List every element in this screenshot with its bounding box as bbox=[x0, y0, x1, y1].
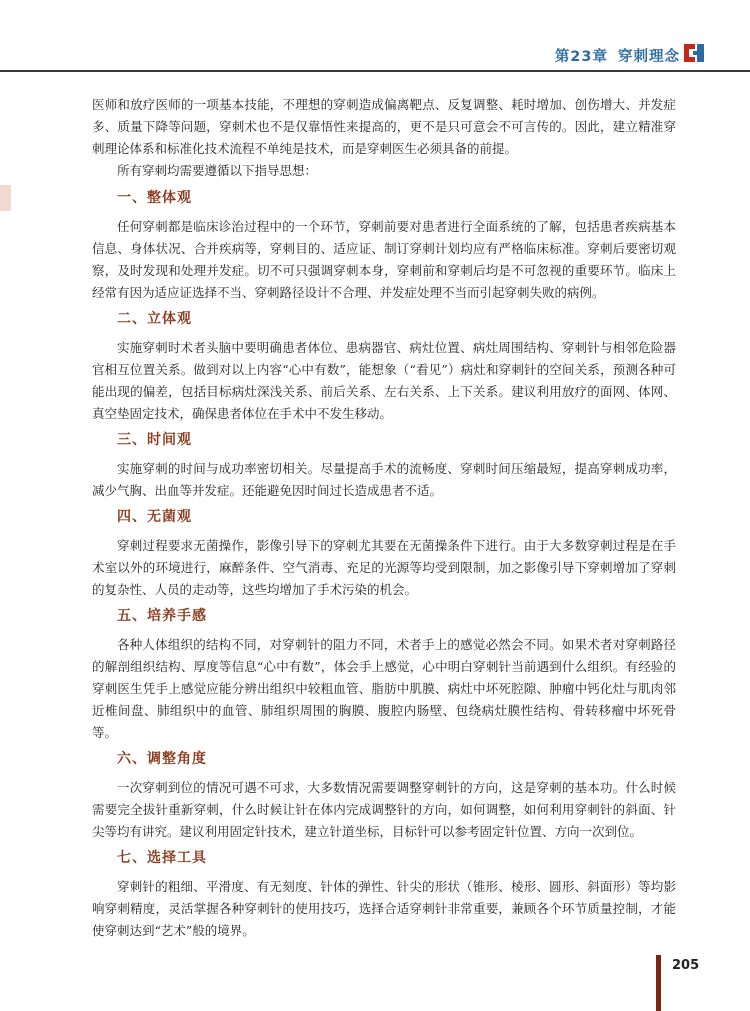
page-number-bar bbox=[656, 955, 661, 1011]
section-heading: 三、时间观 bbox=[117, 432, 192, 448]
page-number: 205 bbox=[672, 958, 700, 973]
section-body: 一次穿刺到位的情况可遇不可求，大多数情况需要调整穿刺针的方向，这是穿刺的基本功。什么时候需要完全拔针重新穿刺，什么时候让针在体内完成调整针的方向，如何调整，如何利用穿刺针的斜面、针尖等均有讲究。建议利用固定针技术，建立针道坐标，目标针可以参考固定针位置、方向一次到位。 bbox=[92, 780, 676, 839]
section-hand-feel bbox=[92, 606, 676, 744]
intro-paragraph: 医师和放疗医师的一项基本技能，不理想的穿刺造成偏离靶点、反复调整、耗时增加、创伤增大、并发症多、质量下降等问题，穿刺术也不是仅靠悟性来提高的，更不是只可意会不可言传的。因此，建立精准穿刺理论体系和标准化技术流程不单纯是技术，而是穿刺医生必须具备的前提。 bbox=[92, 97, 676, 156]
section-heading: 六、调整角度 bbox=[117, 751, 207, 767]
section-body: 任何穿刺都是临床诊治过程中的一个环节，穿刺前要对患者进行全面系统的了解，包括患者疾病基本信息、身体状况、合并疾病等，穿刺目的、适应证、制订穿刺计划均应有严格临床标准。穿刺后要密切观察，及时发现和处理并发症。切不可只强调穿刺本身，穿刺前和穿刺后均是不可忽视的重要环节。临床上经常有因为适应证选择不当、穿刺路径设计不合理、并发症处理不当而引起穿刺失败的病例。 bbox=[92, 219, 676, 300]
section-heading: 五、培养手感 bbox=[117, 608, 207, 624]
page-body bbox=[92, 94, 676, 942]
section-body: 穿刺针的粗细、平滑度、有无刻度、针体的弹性、针尖的形状（锥形、棱形、圆形、斜面形）等均影响穿刺精度，灵活掌握各种穿刺针的使用技巧，选择合适穿刺针非常重要，兼顾各个环节质量控制，才能使穿刺达到“艺术”般的境界。 bbox=[92, 879, 676, 938]
section-heading: 四、无菌观 bbox=[117, 509, 192, 525]
left-margin-tab bbox=[0, 185, 11, 211]
section-time-view bbox=[92, 430, 676, 502]
chapter-name: 穿刺理念 bbox=[618, 49, 680, 65]
chapter-number: 第23章 bbox=[554, 49, 608, 65]
section-aseptic-view bbox=[92, 507, 676, 601]
chapter-title bbox=[555, 45, 680, 66]
intro-guideline: 所有穿刺均需要遵循以下指导思想： bbox=[117, 163, 318, 178]
section-heading: 一、整体观 bbox=[117, 190, 192, 206]
section-overall-view bbox=[92, 188, 676, 304]
section-3d-view bbox=[92, 309, 676, 425]
section-heading: 七、选择工具 bbox=[117, 850, 207, 866]
section-heading: 二、立体观 bbox=[117, 311, 192, 327]
section-body: 穿刺过程要求无菌操作，影像引导下的穿刺尤其要在无菌操条件下进行。由于大多数穿刺过程是在手术室以外的环境进行，麻醉条件、空气消毒、充足的光源等均受到限制，加之影像引导下穿刺增加了穿刺的复杂性、人员的走动等，这些均增加了手术污染的机会。 bbox=[92, 538, 676, 597]
chapter-logo-icon bbox=[682, 42, 706, 64]
header-rule bbox=[0, 70, 750, 72]
section-adjust-angle bbox=[92, 749, 676, 843]
section-body: 实施穿刺的时间与成功率密切相关。尽量提高手术的流畅度、穿刺时间压缩最短，提高穿刺成功率，减少气胸、出血等并发症。还能避免因时间过长造成患者不适。 bbox=[92, 461, 676, 498]
section-body: 各种人体组织的结构不同，对穿刺针的阻力不同，术者手上的感觉必然会不同。如果术者对穿刺路径的解剖组织结构、厚度等信息“心中有数”，体会手上感觉，心中明白穿刺针当前遇到什么组织。有经验的穿刺医生凭手上感觉应能分辨出组织中较粗血管、脂肪中肌膜、病灶中坏死腔隙、肿瘤中钙化灶与肌肉邻近椎间盘、肺组织中的血管、肺组织周围的胸膜、腹腔内肠壁、包绕病灶膜性结构、骨转移瘤中坏死骨等。 bbox=[92, 637, 676, 740]
section-body: 实施穿刺时术者头脑中要明确患者体位、患病器官、病灶位置、病灶周围结构、穿刺针与相邻危险器官相互位置关系。做到对以上内容“心中有数”，能想象（“看见”）病灶和穿刺针的空间关系，预测各种可能出现的偏差，包括目标病灶深浅关系、前后关系、左右关系、上下关系。建议利用放疗的面网、体网、真空垫固定技术，确保患者体位在手术中不发生移动。 bbox=[92, 340, 676, 421]
section-choose-tools bbox=[92, 848, 676, 942]
